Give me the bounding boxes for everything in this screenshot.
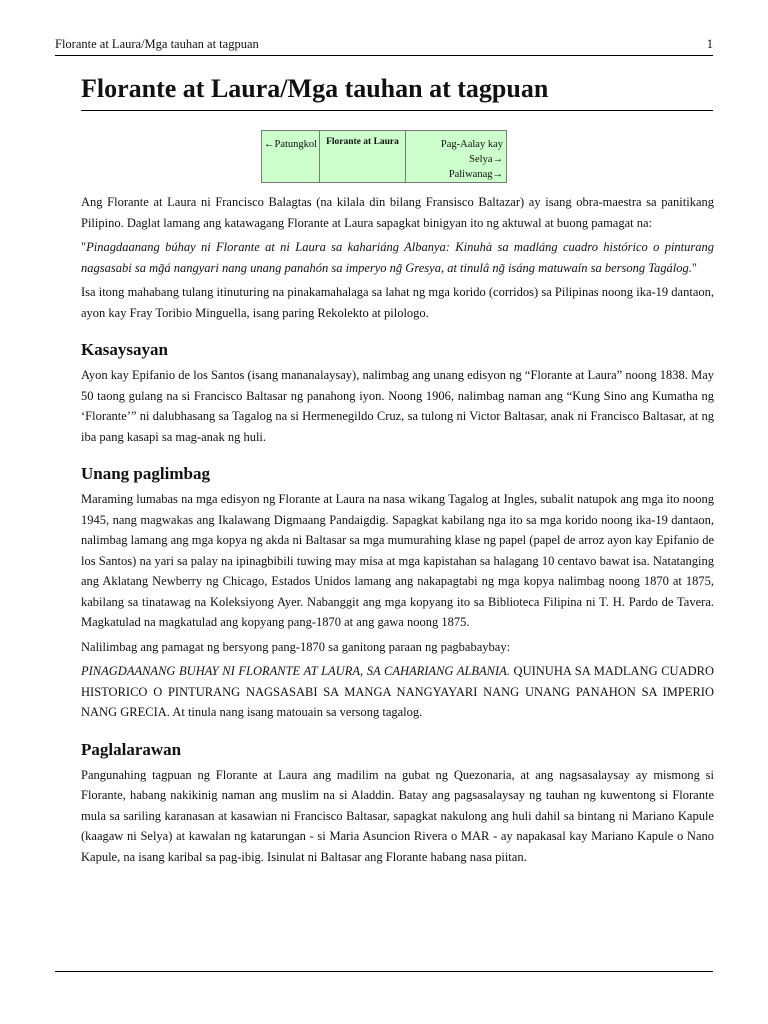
unang-paglimbag-title-intro: Nalilimbag ang pamagat ng bersyong pang-1870 sa ganitong paraan ng pagbabaybay: [81, 639, 511, 654]
nav-prev-link[interactable]: ←Patungkol [262, 131, 320, 182]
running-header [55, 37, 713, 51]
full-title-text: Pinagdaanang búhay ni Florante at ni Laura sa kahariáng Albanya: Kinuhà sa madláng cuadro histórico o pinturang nagsasabi sa mg̃á nangyari nang unang panahón sa imperyo ng̃ Gresya, at tinulâ ng̃ isáng matuwaín sa bersong Tagálog. [81, 240, 714, 275]
section-heading-unang-paglimbag: Unang paglimbag [81, 464, 210, 483]
nav-next-links [406, 131, 506, 182]
old-title-italic: PINAGDAANANG BUHAY NI FLORANTE AT LAURA, SA CAHARIANG ALBANIA. [81, 664, 510, 678]
intro-paragraph: Ang Florante at Laura ni Francisco Balagtas (na kilala din bilang Fransisco Baltazar) ay isang obra-maestra sa panitikang Pilipino. Daglat lamang ang katawagang Florante at Laura sapagkat binigyan ito ng aktuwal at buong pamagat na: [81, 195, 714, 230]
full-title-quote [81, 237, 714, 278]
quote-open-mark: " [81, 240, 87, 254]
unang-paglimbag-paragraph: Maraming lumabas na mga edisyon ng Florante at Laura na nasa wikang Tagalog at Ingles, subalit natupok ang mga ito noong 1945, nang magwakas ang Ikalawang Digmaang Pandaigdig. Sapagkat kabilang nga ito sa mga korido noong ika-19 dantaon, nalimbag lamang ang mga kopya ng akda ni Baltasar sa mga mumurahing klase ng papel (papel de arroz ayon kay Epifanio de los Santos) na yari sa palay na ipinagbibili tuwing may misa at mga kapistahan sa halagang 10 centavo bawat isa. Natatanging ang Aklatang Newberry ng Chicago, Estados Unidos lamang ang nakapagtabi ng mga kopya nalimbag noong 1870 at 1875, kabilang sa tinatawag na Koleksiyong Ayer. Nabanggit ang mga kopyang ito sa Biblioteca Filipina ni T. H. Pardo de Tavera. Magkatulad na magkatulad ang kopyang pang-1870 at ang gawa noong 1875. [81, 492, 714, 629]
quote-close-mark: " [691, 260, 698, 275]
nav-next-link-selya[interactable]: Selya→ [469, 154, 503, 165]
page-number: 1 [706, 37, 713, 51]
page-title: Florante at Laura/Mga tauhan at tagpuan [81, 74, 549, 103]
nav-current-title: Florante at Laura [320, 131, 406, 182]
title-rule [81, 110, 713, 111]
old-title-rest: QUINUHA SA MADLANG CUADRO HISTORICO O PINTURANG NAGSASABI SA MANGA NANGYAYARI NANG UNANG PANAHON SA IMPERIO NANG GRECIA. At tinula nang isang matouain sa versong tagalog. [81, 664, 714, 719]
header-rule [55, 55, 713, 56]
article-content [81, 192, 714, 871]
footer-rule [55, 971, 713, 972]
section-heading-kasaysayan: Kasaysayan [81, 340, 168, 359]
running-title: Florante at Laura/Mga tauhan at tagpuan [55, 37, 259, 51]
kasaysayan-paragraph: Ayon kay Epifanio de los Santos (isang mananalaysay), nalimbag ang unang edisyon ng “Florante at Laura” noong 1838. May 50 taong gulang na si Francisco Baltasar ng panahong iyon. Noong 1906, nalimbag naman ang “Kung Sino ang Kumatha ng ‘Florante’” ni dalubhasang sa Tagalog na si Hermenegildo Cruz, sa tulong ni Victor Baltasar, anak ni Francisco Baltasar, at ng iba pang kasapi sa mag-anak ng huli. [81, 368, 714, 444]
unang-paglimbag-old-title [81, 661, 714, 723]
section-heading-paglalarawan: Paglalarawan [81, 739, 182, 759]
navigation-box [261, 130, 507, 183]
paglalarawan-paragraph: Pangunahing tagpuan ng Florante at Laura ang madilim na gubat ng Quezonaria, at ang nagsasalaysay ay mismong si Florante, habang nakikinig naman ang muslim na si Aladdin. Batay ang pagsasalaysay ng tauhan ng kuwentong si Florante mula sa sariling karanasan at kasawian ni Francisco Baltasar, sapagkat nakulong ang huli dahil sa bintang ni Mariano Kapule (kaagaw ni Selya) at kawalan ng katarungan - si Maria Asuncion Rivera o MAR - ay napakasal kay Mariano Kapule o Nano Kapule, na isang karibal sa pag-ibig. Isinulat ni Baltasar ang Florante habang nasa piitan. [81, 767, 714, 864]
nav-next-link-pag-aalay[interactable]: Pag-Aalay kay [440, 139, 503, 150]
intro-paragraph-korido: Isa itong mahabang tulang itinuturing na pinakamahalaga sa lahat ng mga korido (corridos) sa Pilipinas noong ika-19 dantaon, ayon kay Fray Toribio Minguella, isang paring Rekolekto at pilologo. [81, 285, 714, 320]
nav-next-link-paliwanag[interactable]: Paliwanag→ [448, 169, 503, 180]
